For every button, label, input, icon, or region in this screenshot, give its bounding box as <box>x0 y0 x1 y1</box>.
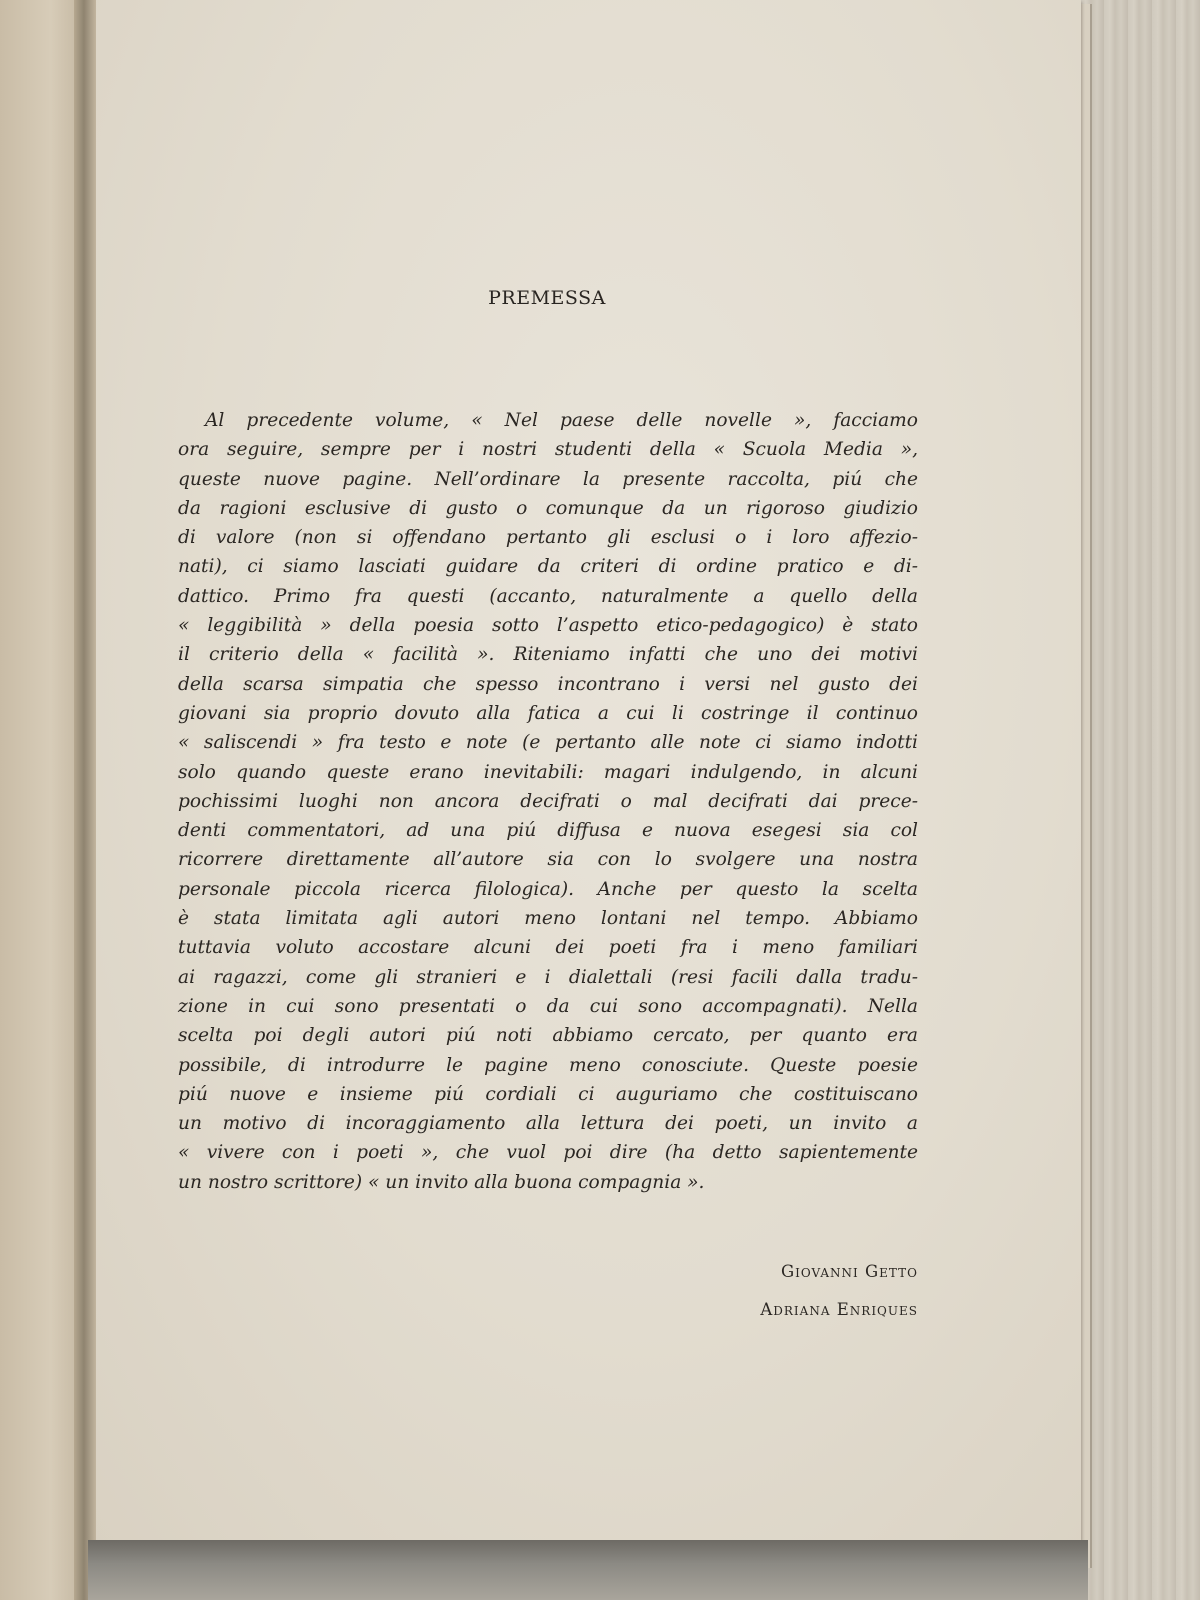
signatures <box>760 1253 918 1329</box>
text-line: piú nuove e insieme piú cordiali ci auguriamo che costituiscano <box>178 1083 918 1105</box>
text-line: scelta poi degli autori piú noti abbiamo cercato, per quanto era <box>178 1025 918 1047</box>
text-line: solo quando queste erano inevitabili: magari indulgendo, in alcuni <box>178 761 918 783</box>
text-line: è stata limitata agli autori meno lontani nel tempo. Abbiamo <box>178 908 918 930</box>
text-line: un nostro scrittore) « un invito alla buona compagnia ». <box>178 1171 705 1193</box>
book-gutter <box>74 0 96 1600</box>
signature-author-1: Giovanni Getto <box>780 1262 918 1281</box>
text-line: di valore (non si offendano pertanto gli esclusi o i loro affezio- <box>178 527 918 549</box>
text-line: denti commentatori, ad una piú diffusa e nuova esegesi sia col <box>178 820 918 842</box>
page-title: PREMESSA <box>488 287 606 309</box>
text-line: personale piccola ricerca filologica). Anche per questo la scelta <box>178 878 918 900</box>
text-line: della scarsa simpatia che spesso incontrano i versi nel gusto dei <box>178 673 918 695</box>
text-line: « vivere con i poeti », che vuol poi dire (ha detto sapientemente <box>178 1142 918 1164</box>
text-line: pochissimi luoghi non ancora decifrati o mal decifrati dai prece- <box>178 790 918 812</box>
text-line: il criterio della « facilità ». Riteniamo infatti che uno dei motivi <box>178 644 918 666</box>
bottom-shadow <box>88 1540 1088 1600</box>
text-line: « saliscendi » fra testo e note (e pertanto alle note ci siamo indotti <box>178 732 918 754</box>
text-line: giovani sia proprio dovuto alla fatica a cui li costringe il continuo <box>178 702 918 724</box>
text-line: « leggibilità » della poesia sotto l’aspetto etico-pedagogico) è stato <box>178 615 918 637</box>
text-line: Al precedente volume, « Nel paese delle novelle », facciamo <box>205 410 918 431</box>
signature-author-2: Adriana Enriques <box>760 1300 918 1319</box>
text-line: possibile, di introdurre le pagine meno conosciute. Queste poesie <box>178 1054 918 1076</box>
text-line: queste nuove pagine. Nell’ordinare la presente raccolta, piú che <box>178 468 918 490</box>
text-line: dattico. Primo fra questi (accanto, naturalmente a quello della <box>178 585 918 607</box>
text-line: un motivo di incoraggiamento alla lettura dei poeti, un invito a <box>178 1113 918 1135</box>
text-line: ai ragazzi, come gli stranieri e i dialettali (resi facili dalla tradu- <box>178 966 918 988</box>
text-line: tuttavia voluto accostare alcuni dei poeti fra i meno familiari <box>178 937 918 959</box>
text-line: ora seguire, sempre per i nostri studenti della « Scuola Media », <box>178 439 918 461</box>
text-line: zione in cui sono presentati o da cui sono accompagnati). Nella <box>178 995 918 1017</box>
preface-body <box>178 406 918 1197</box>
text-line: nati), ci siamo lasciati guidare da criteri di ordine pratico e di- <box>178 556 918 578</box>
text-line: da ragioni esclusive di gusto o comunque da un rigoroso giudizio <box>178 497 918 519</box>
text-line: ricorrere direttamente all’autore sia con lo svolgere una nostra <box>178 849 918 871</box>
